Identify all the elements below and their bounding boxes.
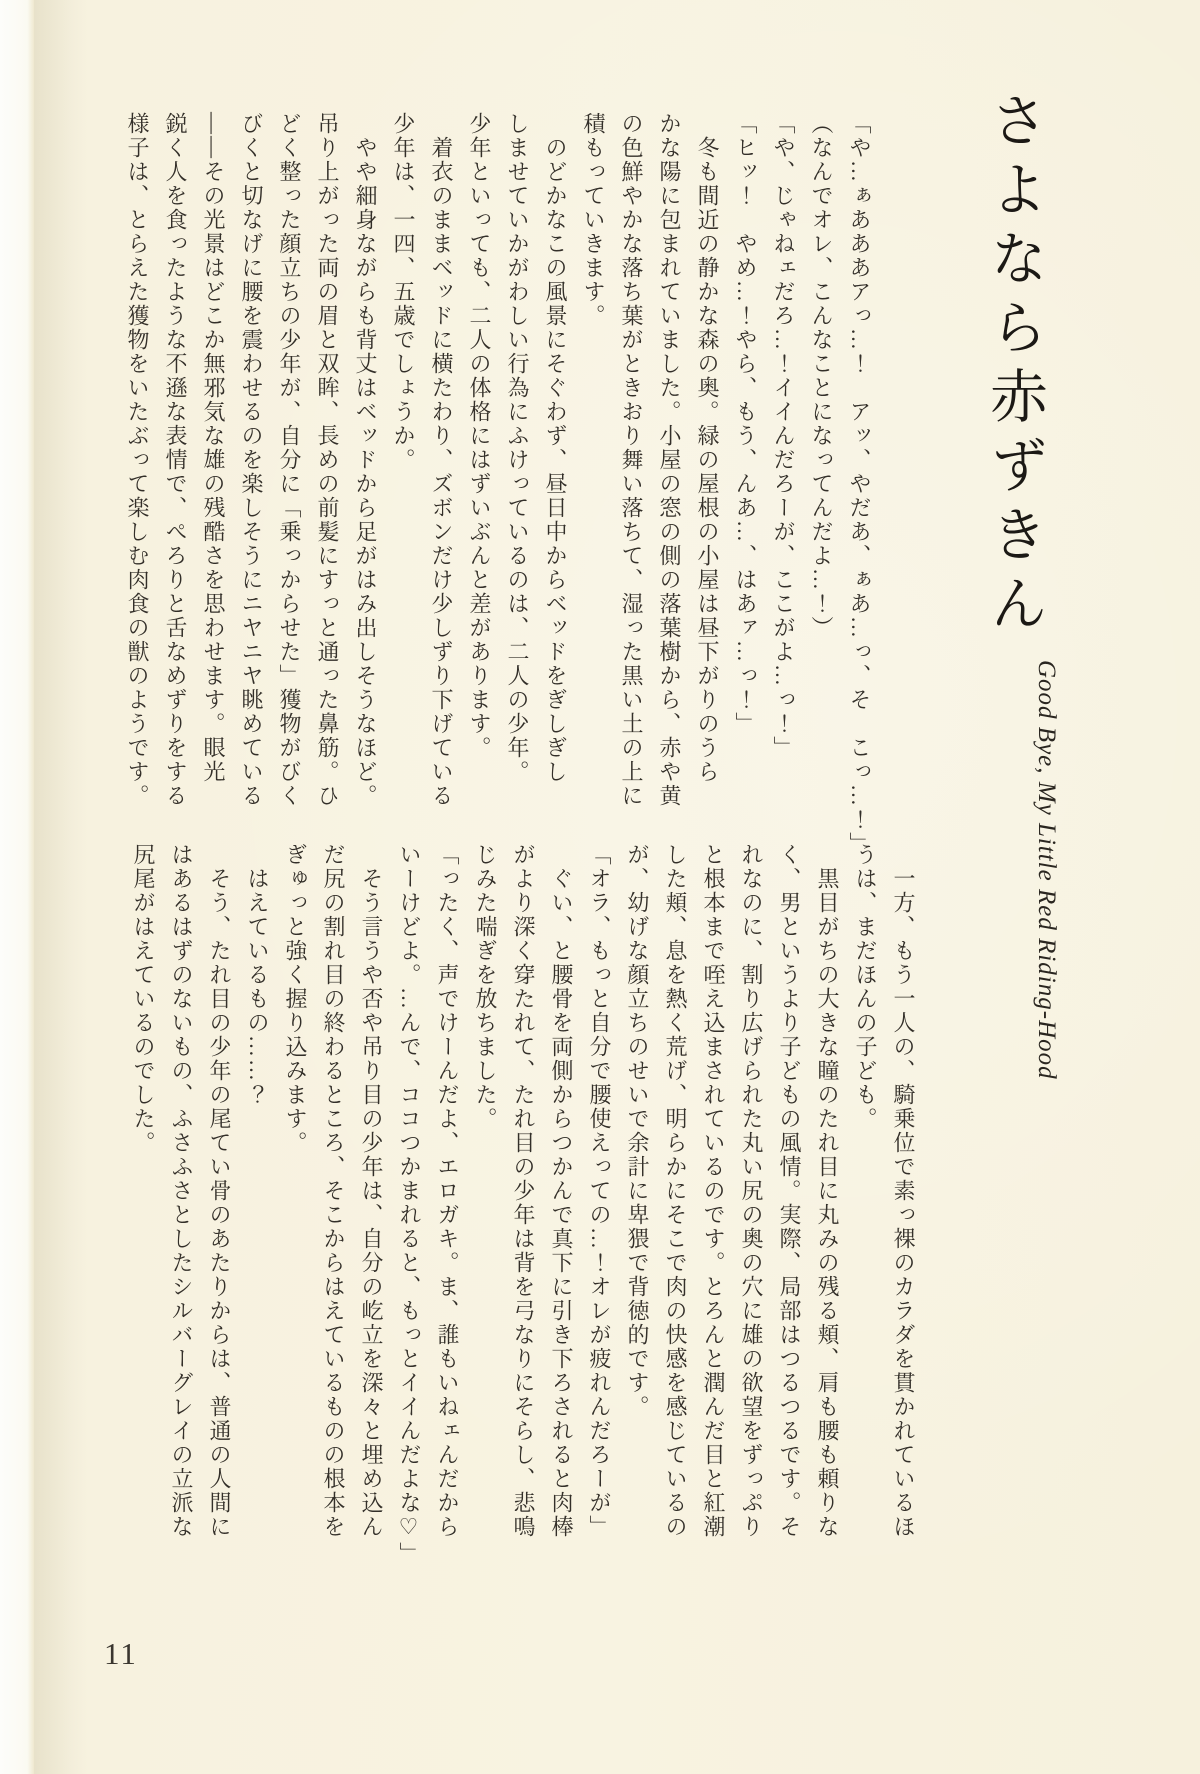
text-column: いーけどよ。…んで、ココつかまれると、もっとイイんだよな♡」 [397, 843, 422, 1566]
story-subtitle-english: Good Bye, My Little Red Riding-Hood [1033, 660, 1060, 1080]
text-column: はえているもの……？ [245, 843, 270, 1107]
text-column: ぐい、と腰骨を両側からつかんで真下に引き下ろされると肉棒 [549, 843, 574, 1539]
text-column: 着衣のままベッドに横たわり、ズボンだけ少しずり下げている [429, 112, 454, 808]
text-column: の色鮮やかな落ち葉がときおり舞い落ちて、湿った黒い土の上に [619, 112, 644, 808]
text-column: 少年は、一四、五歳でしょうか。 [391, 112, 416, 472]
text-column: 一方、もう一人の、騎乗位で素っ裸のカラダを貫かれているほ [891, 843, 916, 1539]
text-column: ――その光景はどこか無邪気な雄の残酷さを思わせます。眼光 [201, 112, 226, 784]
text-column: がより深く穿たれて、たれ目の少年は背を弓なりにそらし、悲鳴 [511, 843, 536, 1539]
text-column: （なんでオレ、こんなことになってんだよ…！） [809, 112, 834, 640]
story-title: さよなら赤ずきん [981, 90, 1047, 642]
text-column: した頬、息を熱く荒げ、明らかにそこで肉の快感を感じているの [663, 843, 688, 1539]
text-column: そう、たれ目の少年の尾てい骨のあたりからは、普通の人間に [207, 843, 232, 1539]
text-column: 鋭く人を食ったような不遜な表情で、ぺろりと舌なめずりをする [163, 112, 188, 808]
text-column: はあるはずのないもの、ふさふさとしたシルバーグレイの立派な [169, 843, 194, 1539]
text-column: れなのに、割り広げられた丸い尻の奥の穴に雄の欲望をずっぷり [739, 843, 764, 1539]
scanner-bed-margin [0, 0, 34, 1774]
text-column: 黒目がちの大きな瞳のたれ目に丸みの残る頬、肩も腰も頼りな [815, 843, 840, 1539]
text-column: じみた喘ぎを放ちました。 [473, 843, 498, 1131]
text-column: だ尻の割れ目の終わるところ、そこからはえているものの根本を [321, 843, 346, 1539]
text-column: く、男というより子どもの風情。実際、局部はつるつるです。そ [777, 843, 802, 1539]
text-column: うは、まだほんの子ども。 [853, 843, 878, 1131]
text-column: しませていかがわしい行為にふけっているのは、二人の少年。 [505, 112, 530, 784]
text-column: ぎゅっと強く握り込みます。 [283, 843, 308, 1155]
text-column: びくと切なげに腰を震わせるのを楽しそうにニヤニヤ眺めている [239, 112, 264, 808]
page-number: 11 [104, 1636, 138, 1671]
upper-text-block [118, 112, 878, 856]
text-column: やや細身ながらも背丈はベッドから足がはみ出しそうなほど。 [353, 112, 378, 808]
text-column: 少年といっても、二人の体格にはずいぶんと差があります。 [467, 112, 492, 760]
text-column: 冬も間近の静かな森の奥。緑の屋根の小屋は昼下がりのうら [695, 112, 720, 784]
text-column: 「オラ、もっと自分で腰使えっての…！オレが疲れんだろーが」 [587, 843, 612, 1539]
lower-text-block [124, 843, 922, 1591]
text-column: 尻尾がはえているのでした。 [131, 843, 156, 1155]
text-column: が、幼げな顔立ちのせいで余計に卑猥で背徳的です。 [625, 843, 650, 1419]
text-column: そう言うや否や吊り目の少年は、自分の屹立を深々と埋め込ん [359, 843, 384, 1539]
text-column: 「や…ぁあああアっ…！ アッ、やだあ、ぁあ…っ、そ こっ…！」 [847, 112, 872, 856]
text-column: どく整った顔立ちの少年が、自分に「乗っからせた」獲物がびく [277, 112, 302, 808]
text-column: 「や、じゃねェだろ…！イイんだろーが、ここがよ…っ！」 [771, 112, 796, 760]
text-column: 「ヒッ！ やめ…！やら、もう、んあ…、はあァ…っ！」 [733, 112, 758, 736]
text-column: かな陽に包まれていました。小屋の窓の側の落葉樹から、赤や黄 [657, 112, 682, 808]
text-column: 「ったく、声でけーんだよ、エロガキ。ま、誰もいねェんだから [435, 843, 460, 1539]
text-column: 吊り上がった両の眉と双眸、長めの前髪にすっと通った鼻筋。ひ [315, 112, 340, 808]
text-column: のどかなこの風景にそぐわず、昼日中からベッドをぎしぎし [543, 112, 568, 784]
text-column: 様子は、とらえた獲物をいたぶって楽しむ肉食の獣のようです。 [125, 112, 150, 808]
text-column: 積もっていきます。 [581, 112, 606, 328]
text-column: と根本まで咥え込まされているのです。とろんと潤んだ目と紅潮 [701, 843, 726, 1539]
page-edge-shadow [34, 0, 94, 1774]
